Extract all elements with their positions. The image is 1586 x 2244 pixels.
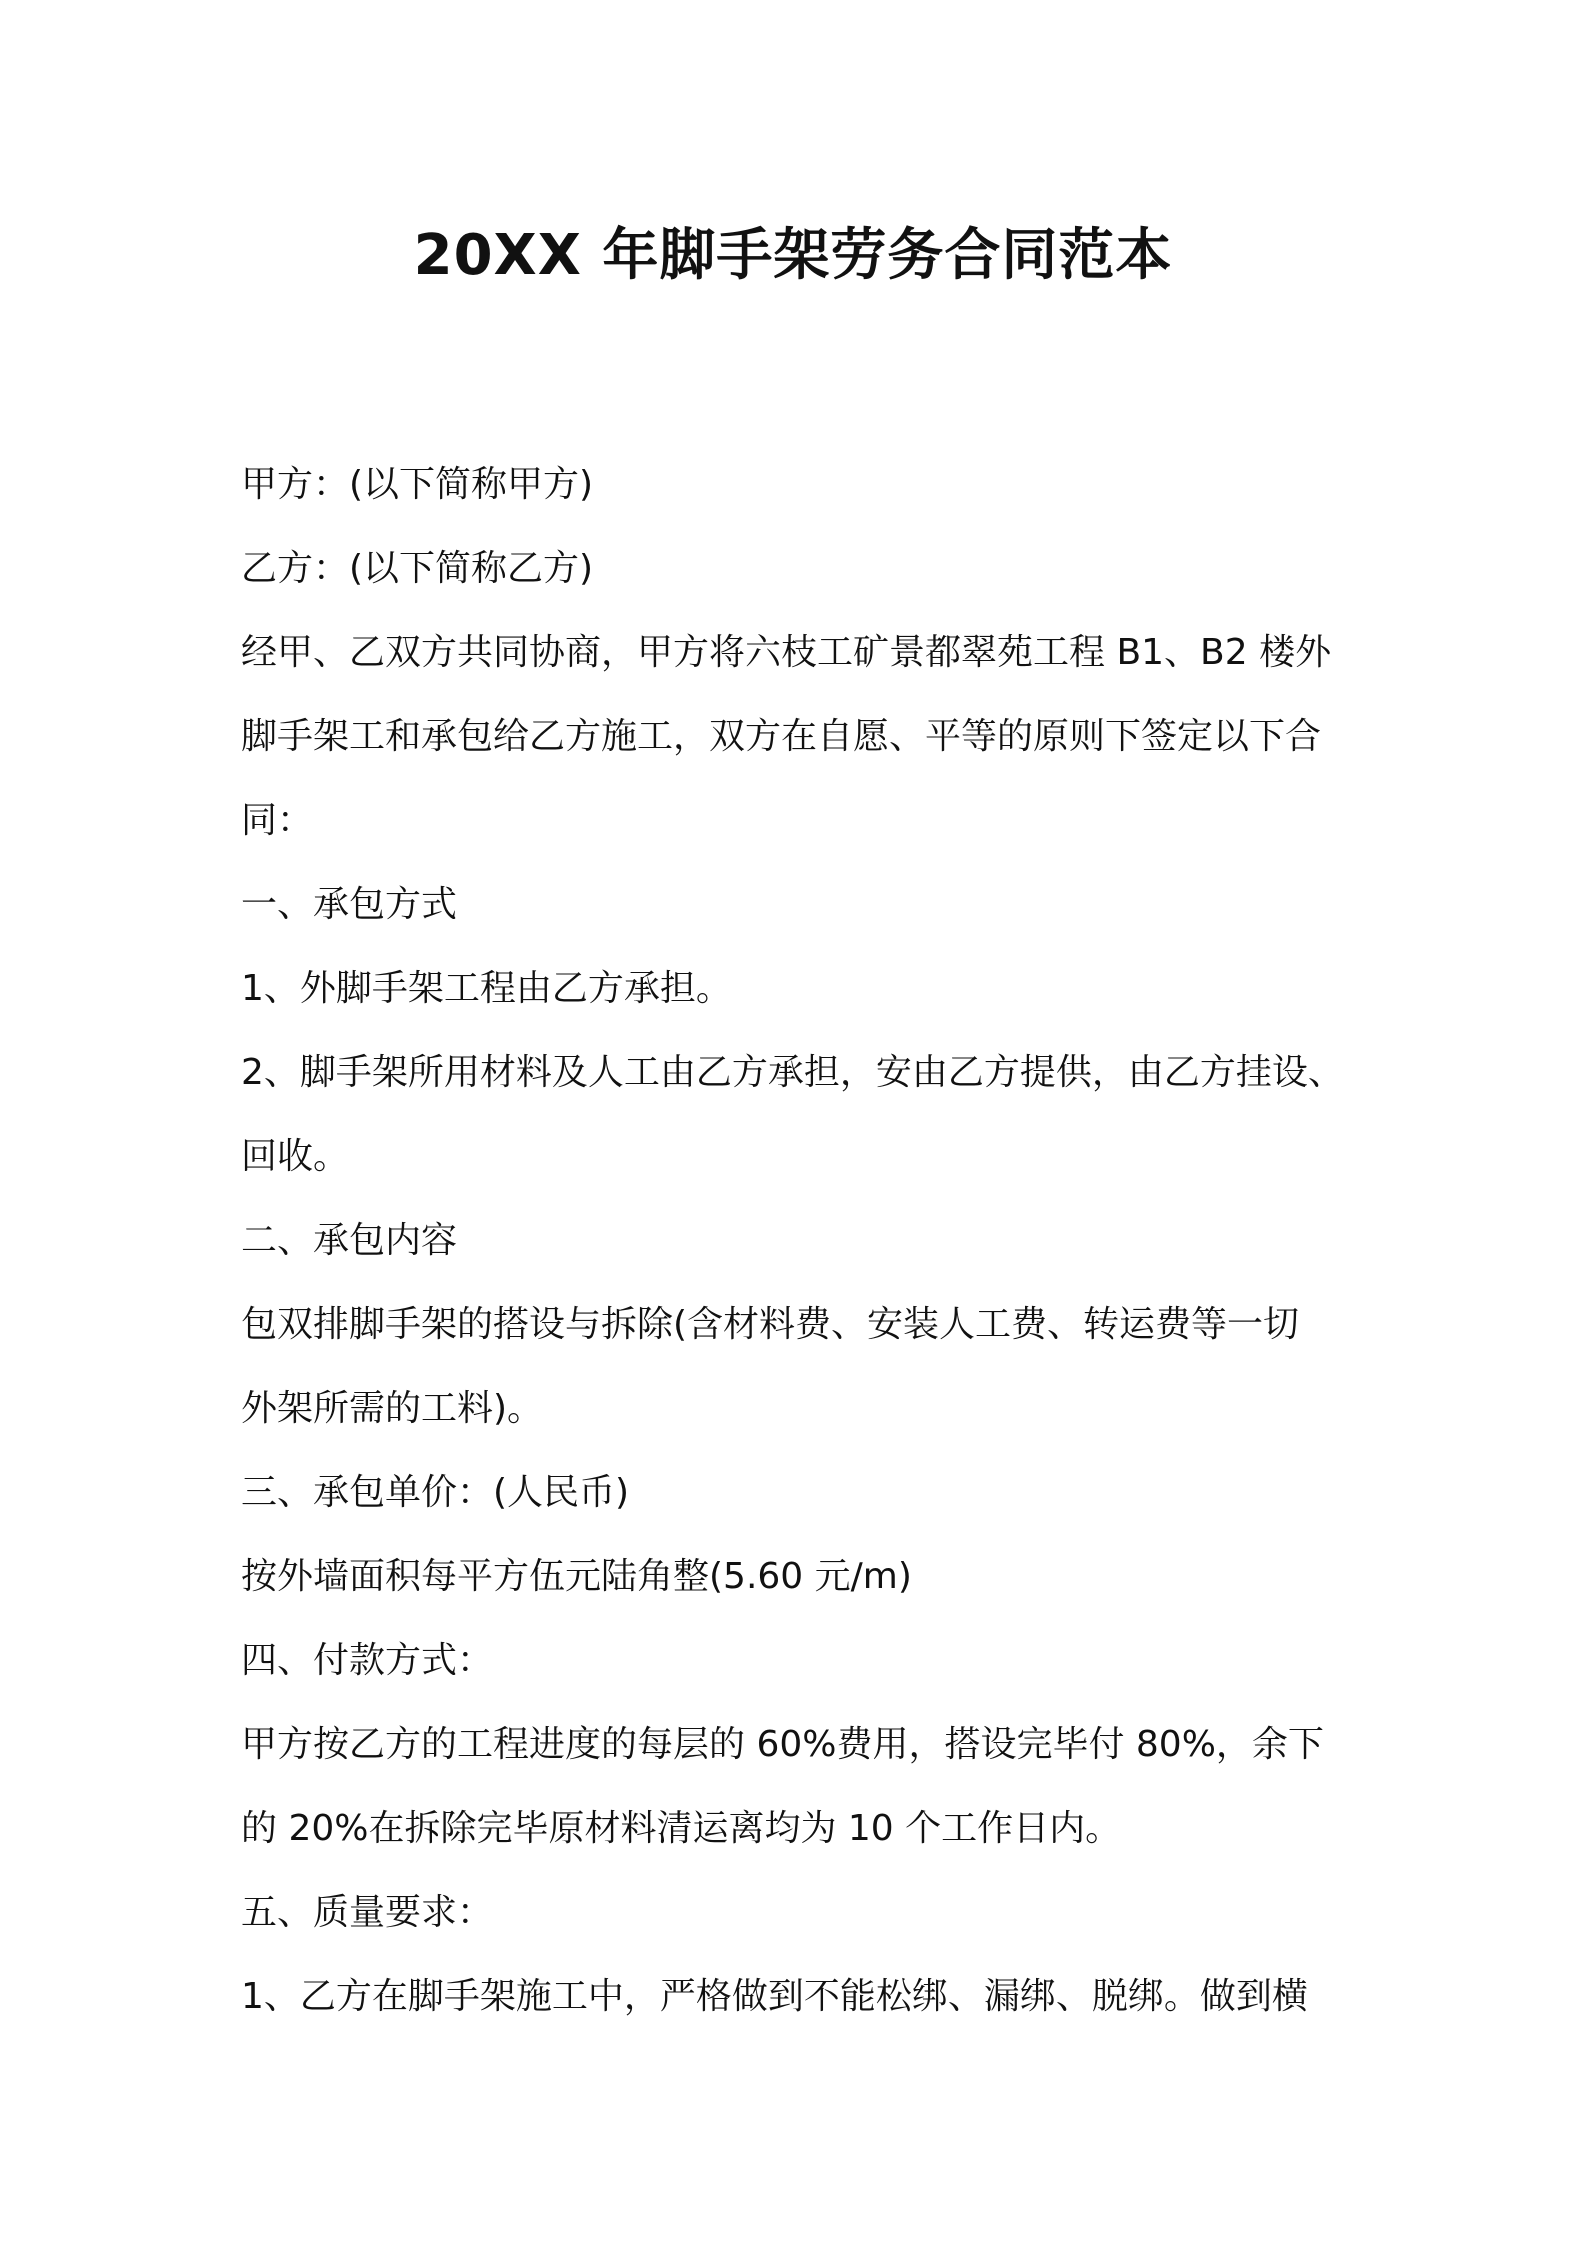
body-line: 脚手架工和承包给乙方施工，双方在自愿、平等的原则下签定以下合 (241, 716, 1322, 757)
section-heading: 五、质量要求： (241, 1892, 494, 1933)
body-line: 外架所需的工料)。 (241, 1388, 544, 1429)
section-heading: 四、付款方式： (241, 1640, 494, 1681)
body-line: 按外墙面积每平方伍元陆角整(5.60 元/m) (241, 1556, 912, 1597)
section-heading: 二、承包内容 (241, 1220, 458, 1261)
party-b-line: 乙方：(以下简称乙方) (241, 548, 594, 589)
document-body (241, 443, 1361, 2039)
body-line: 经甲、乙双方共同协商，甲方将六枝工矿景都翠苑工程 B1、B2 楼外 (241, 632, 1332, 673)
body-line: 1、乙方在脚手架施工中，严格做到不能松绑、漏绑、脱绑。做到横 (241, 1976, 1308, 2017)
body-line: 包双排脚手架的搭设与拆除(含材料费、安装人工费、转运费等一切 (241, 1304, 1300, 1345)
body-line: 回收。 (241, 1136, 350, 1177)
body-line: 同： (241, 800, 314, 841)
body-line: 甲方按乙方的工程进度的每层的 60%费用，搭设完毕付 80%，余下 (241, 1724, 1324, 1765)
document-title: 20XX 年脚手架劳务合同范本 (413, 223, 1173, 288)
section-heading: 三、承包单价：(人民币) (241, 1472, 630, 1513)
body-line: 1、外脚手架工程由乙方承担。 (241, 968, 732, 1009)
party-a-line: 甲方：(以下简称甲方) (241, 464, 594, 505)
body-line: 2、脚手架所用材料及人工由乙方承担，安由乙方提供，由乙方挂设、 (241, 1052, 1344, 1093)
section-heading: 一、承包方式 (241, 884, 458, 925)
body-line: 的 20%在拆除完毕原材料清运离均为 10 个工作日内。 (241, 1808, 1122, 1849)
